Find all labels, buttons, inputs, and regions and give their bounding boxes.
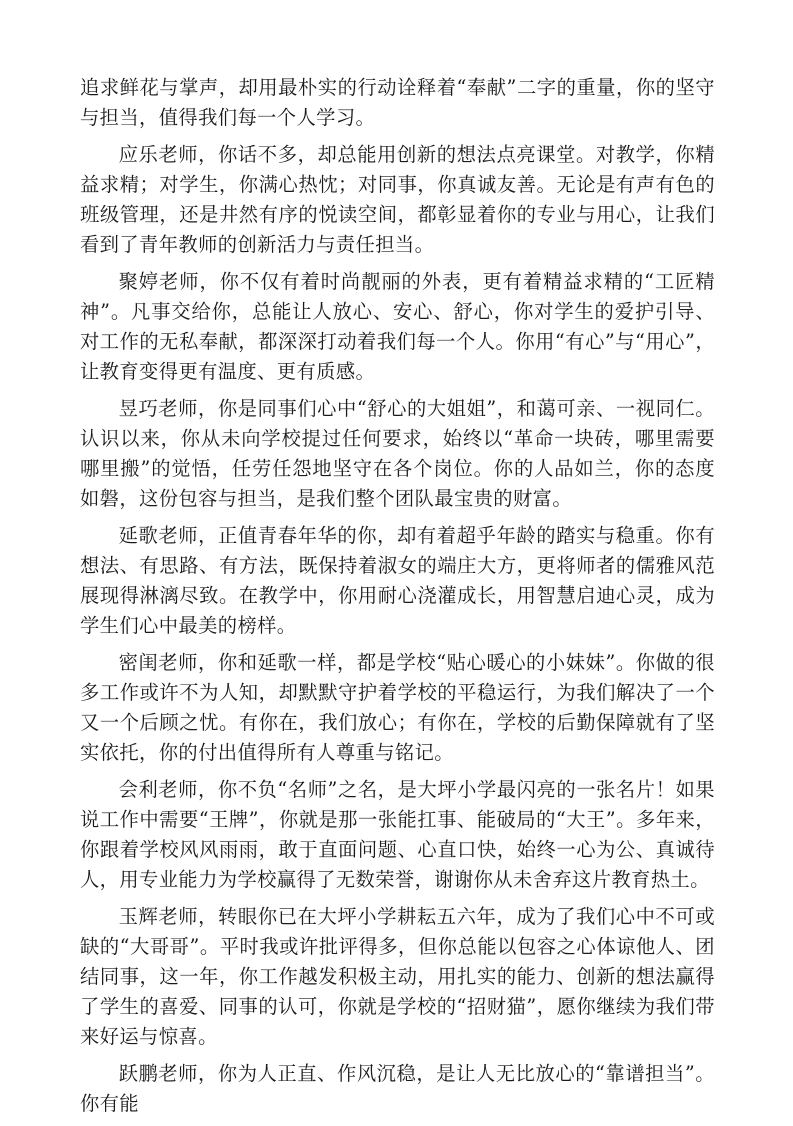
paragraph-yuhui: 玉辉老师，转眼你已在大坪小学耕耘五六年，成为了我们心中不可或缺的“大哥哥”。平时我或许批评得多，但你总能以包容之心体谅他人、团结同事，这一年，你工作越发积极主动，用扎实的能力、创新的想法赢得了学生的喜爱、同事的认可，你就是学校的“招财猫”，愿你继续为我们带来好运与惊喜。 bbox=[80, 905, 715, 1048]
paragraph-continuation: 追求鲜花与掌声，却用最朴实的行动诠释着“奉献”二字的重量，你的坚守与担当，值得我们每一个人学习。 bbox=[80, 76, 715, 129]
paragraph-migui: 密闺老师，你和延歌一样，都是学校“贴心暖心的小妹妹”。你做的很多工作或许不为人知，却默默守护着学校的平稳运行，为我们解决了一个又一个后顾之忧。有你在，我们放心；有你在，学校的后勤保障就有了坚实依托，你的付出值得所有人尊重与铭记。 bbox=[80, 651, 715, 764]
paragraph-juting: 聚婷老师，你不仅有着时尚靓丽的外表，更有着精益求精的“工匠精神”。凡事交给你，总能让人放心、安心、舒心，你对学生的爱护引导、对工作的无私奉献，都深深打动着我们每一个人。你用“有心”与“用心”，让教育变得更有温度、更有质感。 bbox=[80, 270, 715, 383]
paragraph-yuqiao: 昱巧老师，你是同事们心中“舒心的大姐姐”，和蔼可亲、一视同仁。认识以来，你从未向学校提过任何要求，始终以“革命一块砖，哪里需要哪里搬”的觉悟，任劳任怨地坚守在各个岗位。你的人品如兰，你的态度如磐，这份包容与担当，是我们整个团队最宝贵的财富。 bbox=[80, 397, 715, 510]
paragraph-yingle: 应乐老师，你话不多，却总能用创新的想法点亮课堂。对教学，你精益求精；对学生，你满心热忱；对同事，你真诚友善。无论是有声有色的班级管理，还是井然有序的悦读空间，都彰显着你的专业与用心，让我们看到了青年教师的创新活力与责任担当。 bbox=[80, 143, 715, 256]
paragraph-huili: 会利老师，你不负“名师”之名，是大坪小学最闪亮的一张名片！如果说工作中需要“王牌”，你就是那一张能扛事、能破局的“大王”。多年来，你跟着学校风风雨雨，敢于直面问题、心直口快，始终一心为公、真诚待人，用专业能力为学校赢得了无数荣誉，谢谢你从未舍弃这片教育热土。 bbox=[80, 778, 715, 891]
paragraph-yange: 延歌老师，正值青春年华的你，却有着超乎年龄的踏实与稳重。你有想法、有思路、有方法，既保持着淑女的端庄大方，更将师者的儒雅风范展现得淋漓尽致。在教学中，你用耐心浇灌成长，用智慧启迪心灵，成为学生们心中最美的榜样。 bbox=[80, 524, 715, 637]
document-page bbox=[80, 73, 715, 1126]
paragraph-yuepeng: 跃鹏老师，你为人正直、作风沉稳，是让人无比放心的“靠谱担当”。你有能 bbox=[80, 1062, 715, 1115]
